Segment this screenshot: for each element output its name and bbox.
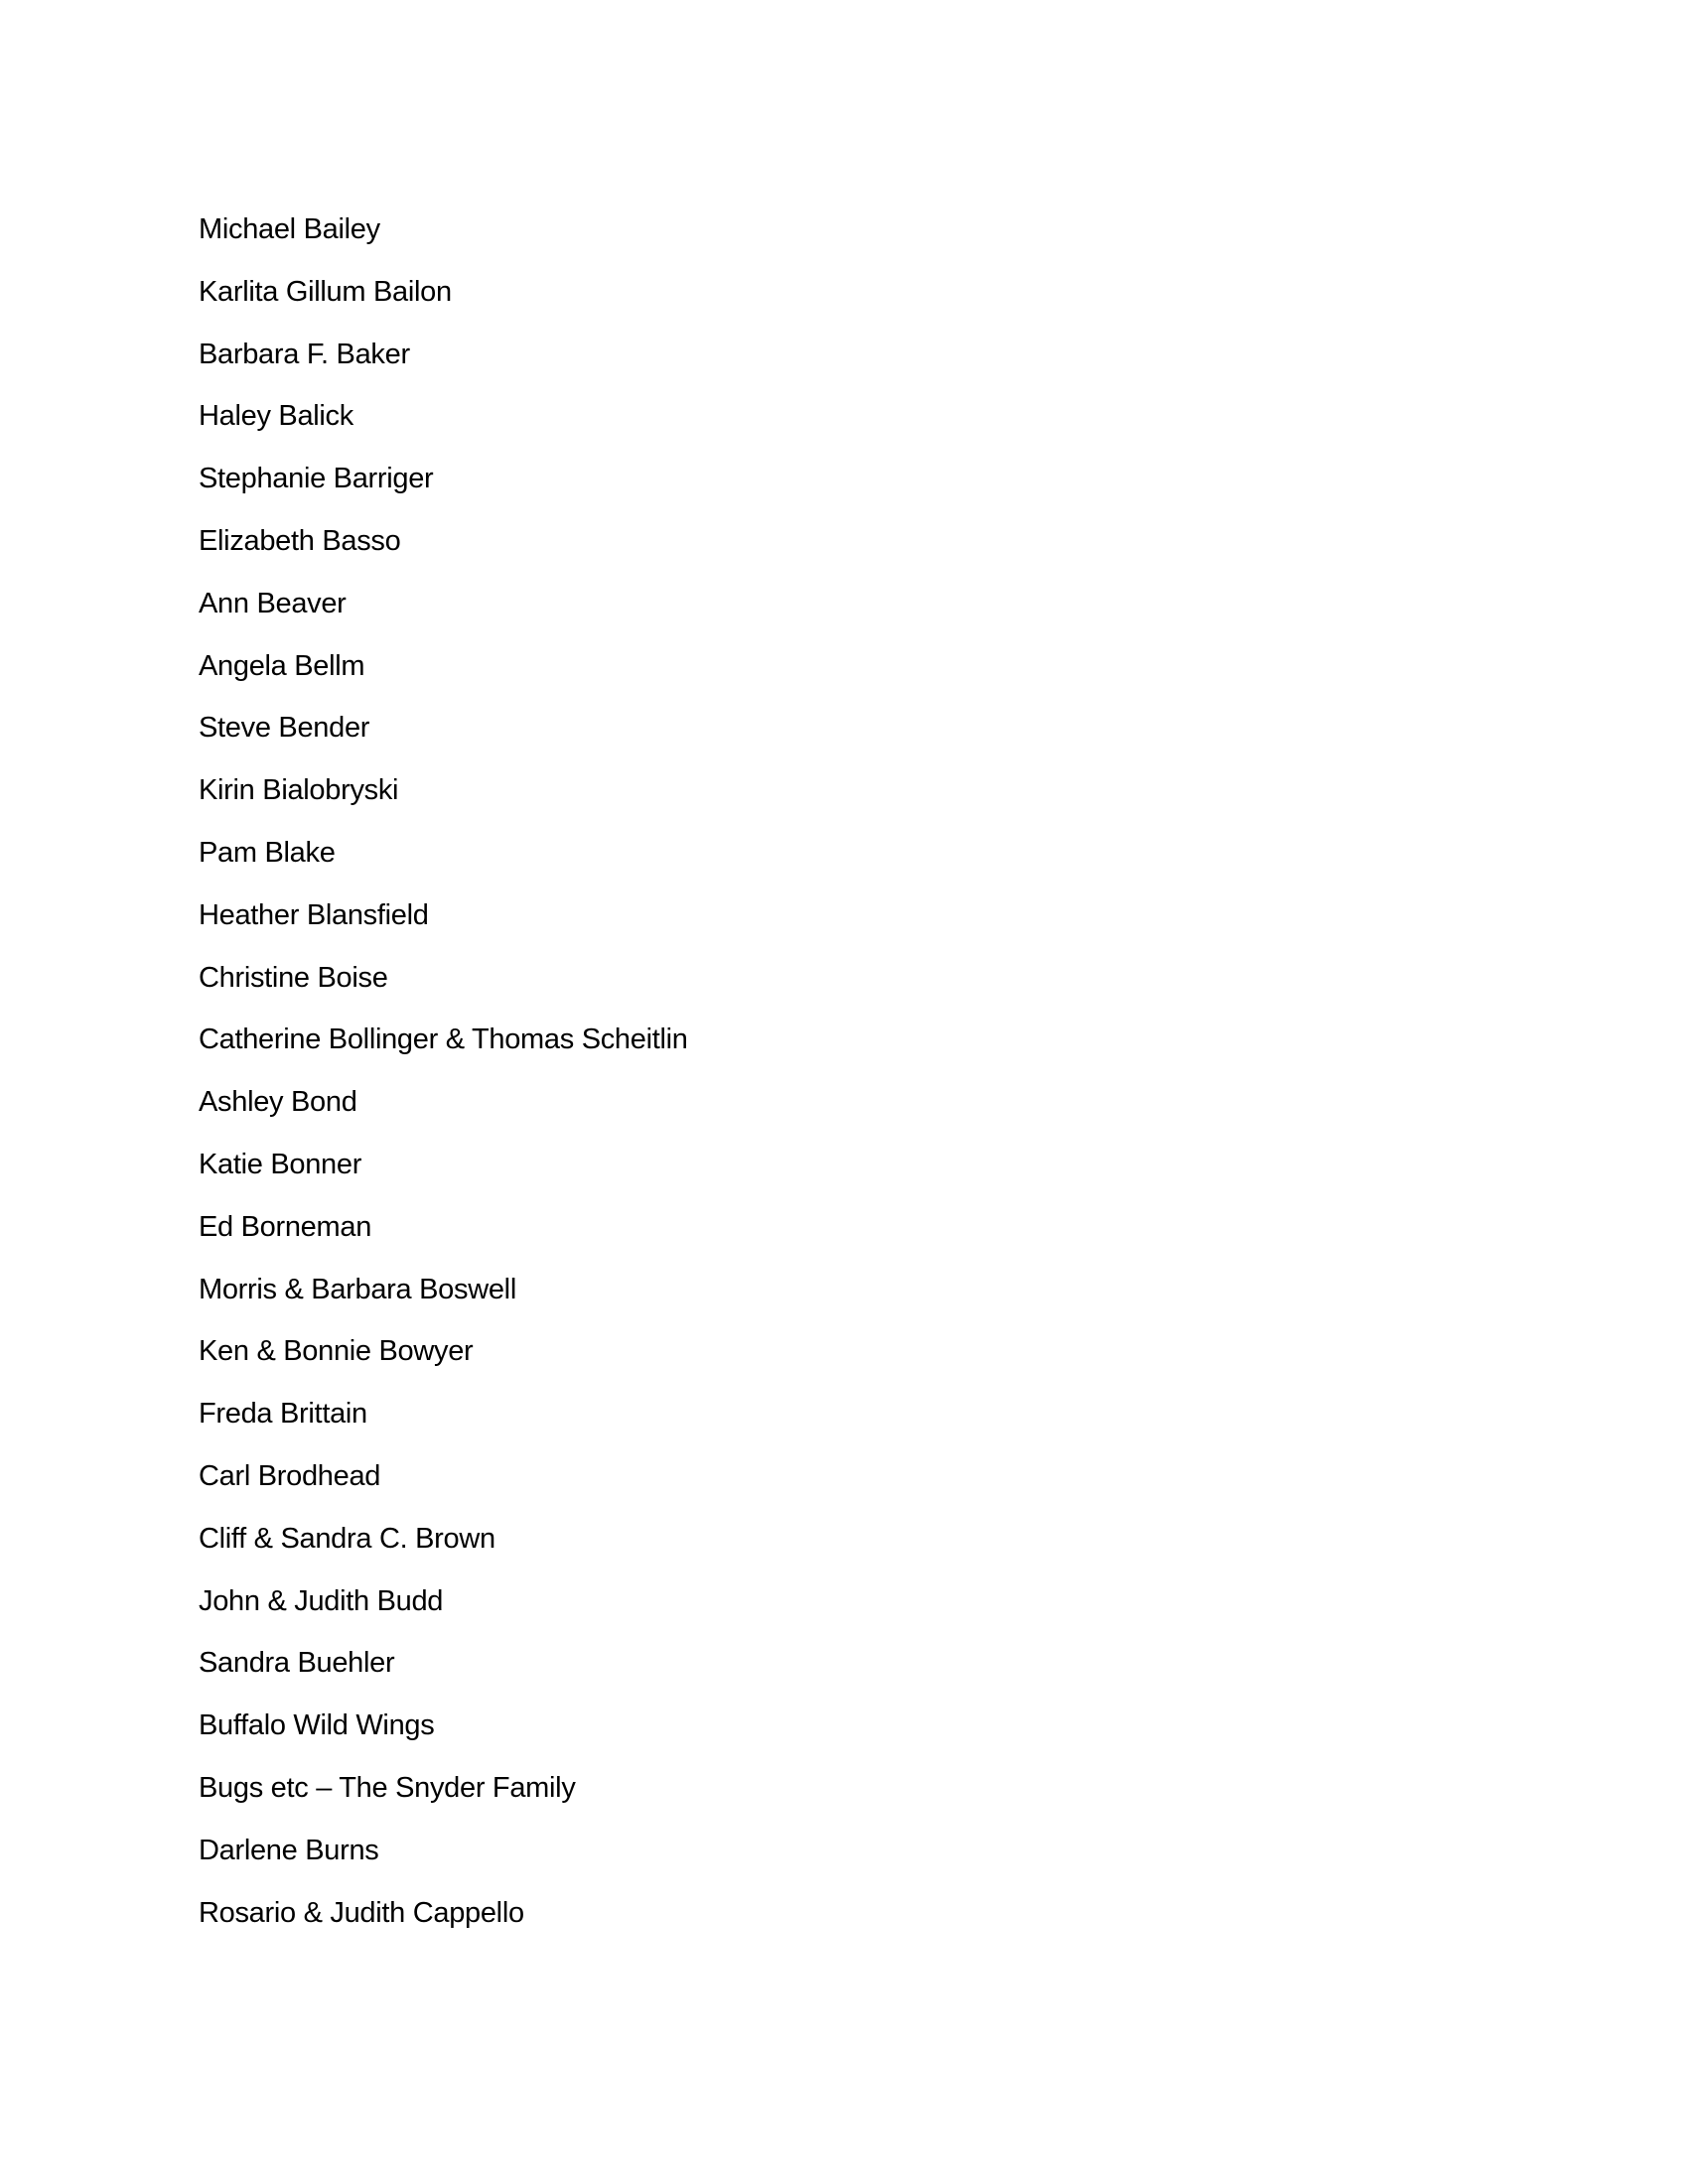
- list-item: Ken & Bonnie Bowyer: [199, 1335, 474, 1368]
- list-item: Ashley Bond: [199, 1086, 357, 1119]
- name-list: [199, 199, 688, 1944]
- list-item: Catherine Bollinger & Thomas Scheitlin: [199, 1024, 688, 1056]
- list-item: Steve Bender: [199, 712, 370, 745]
- list-item: Bugs etc – The Snyder Family: [199, 1771, 576, 1804]
- list-item: Haley Balick: [199, 400, 353, 433]
- list-item: Elizabeth Basso: [199, 524, 401, 557]
- list-item: Ann Beaver: [199, 587, 347, 619]
- list-item: Rosario & Judith Cappello: [199, 1896, 524, 1929]
- list-item: Carl Brodhead: [199, 1459, 381, 1492]
- list-item: Ed Borneman: [199, 1210, 372, 1243]
- list-item: Cliff & Sandra C. Brown: [199, 1522, 495, 1555]
- list-item: Freda Brittain: [199, 1398, 367, 1431]
- list-item: Christine Boise: [199, 961, 388, 994]
- list-item: Morris & Barbara Boswell: [199, 1273, 516, 1305]
- list-item: Michael Bailey: [199, 213, 380, 245]
- list-item: Barbara F. Baker: [199, 338, 410, 370]
- list-item: Pam Blake: [199, 836, 336, 869]
- list-item: Heather Blansfield: [199, 898, 429, 931]
- list-item: Sandra Buehler: [199, 1647, 395, 1680]
- list-item: Angela Bellm: [199, 649, 365, 682]
- list-item: Karlita Gillum Bailon: [199, 275, 452, 308]
- list-item: Buffalo Wild Wings: [199, 1709, 435, 1742]
- list-item: Kirin Bialobryski: [199, 774, 399, 807]
- list-item: Katie Bonner: [199, 1148, 362, 1180]
- list-item: Darlene Burns: [199, 1834, 379, 1866]
- list-item: John & Judith Budd: [199, 1584, 444, 1617]
- list-item: Stephanie Barriger: [199, 463, 434, 495]
